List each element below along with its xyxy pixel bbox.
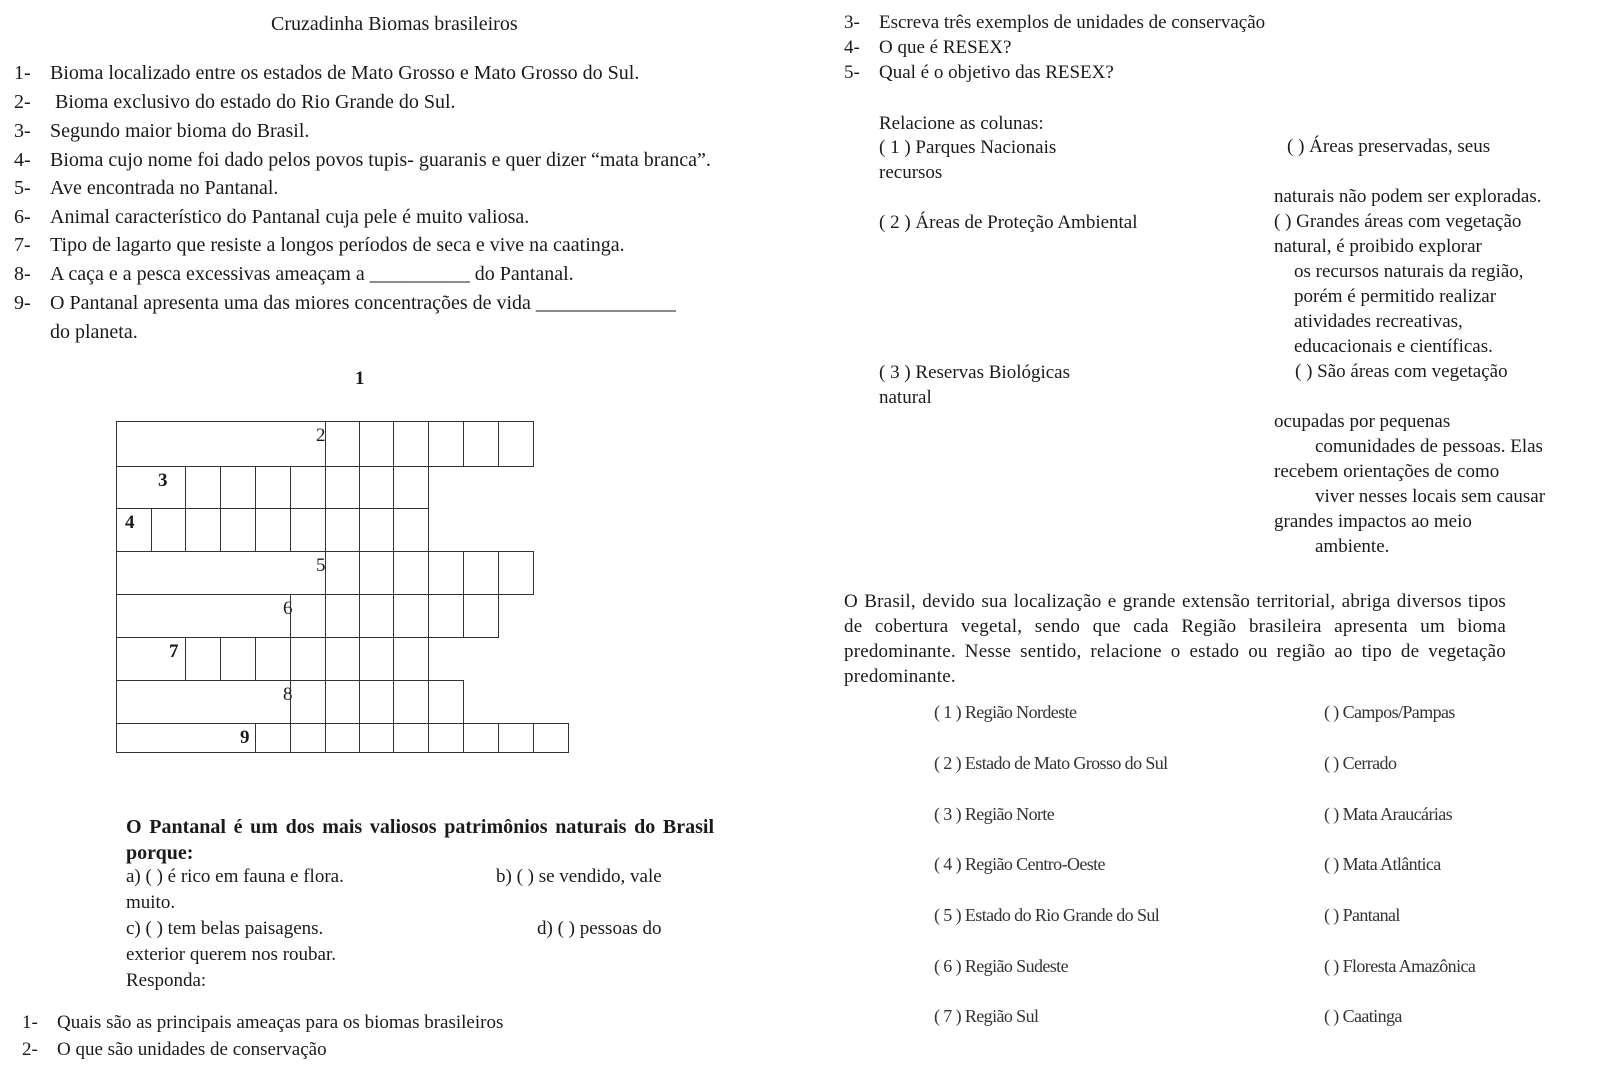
crossword-cell[interactable] bbox=[393, 637, 429, 681]
match-right-text: os recursos naturais da região, bbox=[1294, 261, 1524, 282]
match-right-text: ambiente. bbox=[1315, 536, 1390, 557]
crossword-cell[interactable] bbox=[255, 466, 291, 509]
crossword-cell[interactable] bbox=[393, 680, 429, 724]
crossword-cell[interactable] bbox=[463, 551, 499, 595]
clue-text: Ave encontrada no Pantanal. bbox=[50, 177, 279, 199]
crossword-cell[interactable] bbox=[290, 637, 326, 681]
grid-number-4: 4 bbox=[125, 512, 135, 533]
grid-number-1: 1 bbox=[355, 368, 365, 389]
option-b[interactable]: b) ( ) se vendido, vale bbox=[496, 866, 662, 887]
grid-number-6: 6 bbox=[283, 598, 293, 619]
grid-number-5: 5 bbox=[316, 555, 326, 576]
crossword-cell[interactable] bbox=[428, 551, 464, 595]
option-d[interactable]: d) ( ) pessoas do bbox=[537, 918, 662, 939]
clue-text: Bioma localizado entre os estados de Mato Grosso e Mato Grosso do Sul. bbox=[50, 62, 640, 84]
region-item: ( 1 ) Região Nordeste bbox=[934, 702, 1077, 722]
clue-text: Animal característico do Pantanal cuja pele é muito valiosa. bbox=[50, 206, 530, 228]
vegetation-item[interactable]: ( ) Mata Atlântica bbox=[1324, 854, 1441, 874]
crossword-cell[interactable] bbox=[393, 594, 429, 638]
question-number: 5- bbox=[844, 62, 860, 83]
crossword-cell[interactable] bbox=[325, 508, 360, 552]
region-item: ( 5 ) Estado do Rio Grande do Sul bbox=[934, 905, 1160, 925]
clue-text: A caça e a pesca excessivas ameaçam a __________ do Pantanal. bbox=[50, 263, 574, 285]
option-d-continued: exterior querem nos roubar. bbox=[126, 944, 336, 965]
question-text: Escreva três exemplos de unidades de conservação bbox=[879, 12, 1266, 33]
crossword-cell[interactable] bbox=[533, 723, 569, 753]
question-text: O que é RESEX? bbox=[879, 37, 1012, 58]
clue-number: 6- bbox=[14, 206, 31, 228]
crossword-cell[interactable] bbox=[393, 466, 429, 509]
grid-row-outline bbox=[116, 594, 291, 638]
grid-row-outline bbox=[116, 723, 256, 753]
answer-label: Responda: bbox=[126, 970, 207, 991]
crossword-cell[interactable] bbox=[393, 508, 429, 552]
crossword-cell[interactable] bbox=[359, 508, 394, 552]
crossword-cell[interactable] bbox=[220, 637, 256, 681]
question-text: O que são unidades de conservação bbox=[57, 1039, 327, 1060]
crossword-cell[interactable] bbox=[325, 723, 360, 753]
pantanal-heading: O Pantanal é um dos mais valiosos patrimônios naturais do Brasil porque: bbox=[126, 816, 714, 864]
match-left-item-cont: recursos bbox=[879, 162, 943, 183]
region-item: ( 3 ) Região Norte bbox=[934, 804, 1055, 824]
clue-number: 7- bbox=[14, 234, 31, 256]
crossword-cell[interactable] bbox=[325, 551, 360, 595]
crossword-cell[interactable] bbox=[428, 421, 464, 467]
crossword-cell[interactable] bbox=[255, 508, 291, 552]
crossword-cell[interactable] bbox=[185, 466, 221, 509]
vegetation-item[interactable]: ( ) Pantanal bbox=[1324, 905, 1400, 925]
match-left-item-cont: natural bbox=[879, 387, 932, 408]
crossword-cell[interactable] bbox=[290, 508, 326, 552]
crossword-cell[interactable] bbox=[290, 723, 326, 753]
vegetation-item[interactable]: ( ) Caatinga bbox=[1324, 1006, 1402, 1026]
crossword-cell[interactable] bbox=[220, 466, 256, 509]
crossword-cell[interactable] bbox=[498, 723, 534, 753]
match-right-text: recebem orientações de como bbox=[1274, 461, 1500, 482]
clue-number: 4- bbox=[14, 149, 31, 171]
question-number: 1- bbox=[22, 1012, 38, 1033]
crossword-cell[interactable] bbox=[428, 680, 464, 724]
crossword-cell[interactable] bbox=[463, 594, 499, 638]
grid-row-outline bbox=[116, 680, 291, 724]
clue-text: O Pantanal apresenta uma das miores concentrações de vida ______________ bbox=[50, 292, 676, 314]
clue-text: Segundo maior bioma do Brasil. bbox=[50, 120, 310, 142]
match-right-text: ocupadas por pequenas bbox=[1274, 411, 1451, 432]
crossword-cell[interactable] bbox=[359, 723, 394, 753]
option-a[interactable]: a) ( ) é rico em fauna e flora. bbox=[126, 866, 344, 887]
option-b-continued: muito. bbox=[126, 892, 176, 913]
option-c[interactable]: c) ( ) tem belas paisagens. bbox=[126, 918, 324, 939]
grid-number-9: 9 bbox=[240, 727, 250, 748]
crossword-cell[interactable] bbox=[255, 637, 291, 681]
crossword-cell[interactable] bbox=[185, 637, 221, 681]
crossword-cell[interactable] bbox=[255, 723, 291, 753]
crossword-cell[interactable] bbox=[428, 594, 464, 638]
crossword-cell[interactable] bbox=[290, 680, 326, 724]
match-right-text: educacionais e científicas. bbox=[1294, 336, 1493, 357]
crossword-cell[interactable] bbox=[151, 508, 186, 552]
crossword-cell[interactable] bbox=[498, 421, 534, 467]
clue-text: Bioma exclusivo do estado do Rio Grande do Sul. bbox=[55, 91, 456, 113]
brasil-paragraph: O Brasil, devido sua localização e grande extensão territorial, abriga diversos tipos de cobertura vegetal, sendo que cada Região brasileira apresenta um bioma predominante. Nesse sentido, relacione o estado ou região ao tipo de vegetação predominante. bbox=[844, 591, 1506, 687]
match-right-item[interactable]: ( ) São áreas com vegetação bbox=[1295, 361, 1508, 382]
crossword-cell[interactable] bbox=[359, 421, 394, 467]
match-left-item: ( 1 ) Parques Nacionais bbox=[879, 137, 1057, 158]
crossword-cell[interactable] bbox=[325, 421, 360, 467]
region-item: ( 7 ) Região Sul bbox=[934, 1006, 1039, 1026]
grid-row-outline bbox=[116, 551, 326, 595]
question-text: Qual é o objetivo das RESEX? bbox=[879, 62, 1114, 83]
region-item: ( 4 ) Região Centro-Oeste bbox=[934, 854, 1105, 874]
clue-text: Tipo de lagarto que resiste a longos períodos de seca e vive na caatinga. bbox=[50, 234, 625, 256]
crossword-cell[interactable] bbox=[220, 508, 256, 552]
grid-number-2: 2 bbox=[316, 425, 326, 446]
crossword-cell[interactable] bbox=[393, 551, 429, 595]
crossword-cell[interactable] bbox=[325, 594, 360, 638]
clue-text: Bioma cujo nome foi dado pelos povos tupis- guaranis e quer dizer “mata branca”. bbox=[50, 149, 711, 171]
clue-number: 9- bbox=[14, 292, 31, 314]
grid-row-outline bbox=[116, 421, 326, 467]
match-right-text: naturais não podem ser exploradas. bbox=[1274, 186, 1542, 207]
vegetation-item[interactable]: ( ) Floresta Amazônica bbox=[1324, 956, 1476, 976]
region-item: ( 6 ) Região Sudeste bbox=[934, 956, 1068, 976]
clue-number: 8- bbox=[14, 263, 31, 285]
match-right-text: viver nesses locais sem causar bbox=[1315, 486, 1546, 507]
crossword-cell[interactable] bbox=[463, 421, 499, 467]
question-text: Quais são as principais ameaças para os biomas brasileiros bbox=[57, 1012, 504, 1033]
crossword-cell[interactable] bbox=[359, 637, 394, 681]
match-right-text: grandes impactos ao meio bbox=[1274, 511, 1472, 532]
vegetation-item[interactable]: ( ) Mata Araucárias bbox=[1324, 804, 1453, 824]
clue-number: 2- bbox=[14, 91, 31, 113]
crossword-cell[interactable] bbox=[325, 637, 360, 681]
vegetation-item[interactable]: ( ) Campos/Pampas bbox=[1324, 702, 1455, 722]
grid-row-outline bbox=[116, 466, 186, 509]
crossword-cell[interactable] bbox=[359, 466, 394, 509]
vegetation-item[interactable]: ( ) Cerrado bbox=[1324, 753, 1397, 773]
match-left-item: ( 2 ) Áreas de Proteção Ambiental bbox=[879, 212, 1138, 233]
match-right-item[interactable]: ( ) Grandes áreas com vegetação bbox=[1274, 211, 1522, 232]
crossword-cell[interactable] bbox=[290, 594, 326, 638]
grid-number-8: 8 bbox=[283, 684, 293, 705]
grid-number-3: 3 bbox=[158, 470, 168, 491]
match-right-text: natural, é proibido explorar bbox=[1274, 236, 1482, 257]
match-right-text: porém é permitido realizar bbox=[1294, 286, 1497, 307]
crossword-cell[interactable] bbox=[428, 723, 464, 753]
match-right-item[interactable]: ( ) Áreas preservadas, seus bbox=[1287, 136, 1491, 157]
question-number: 2- bbox=[22, 1039, 38, 1060]
crossword-cell[interactable] bbox=[359, 680, 394, 724]
clue-number: 1- bbox=[14, 62, 31, 84]
crossword-cell[interactable] bbox=[393, 421, 429, 467]
crossword-cell[interactable] bbox=[359, 594, 394, 638]
question-number: 4- bbox=[844, 37, 860, 58]
crossword-cell[interactable] bbox=[393, 723, 429, 753]
match-left-item: ( 3 ) Reservas Biológicas bbox=[879, 362, 1071, 383]
crossword-cell[interactable] bbox=[463, 723, 499, 753]
match-right-text: atividades recreativas, bbox=[1294, 311, 1463, 332]
page-title: Cruzadinha Biomas brasileiros bbox=[271, 13, 518, 35]
crossword-cell[interactable] bbox=[290, 466, 326, 509]
crossword-cell[interactable] bbox=[325, 466, 360, 509]
crossword-cell[interactable] bbox=[359, 551, 394, 595]
relacione-heading: Relacione as colunas: bbox=[879, 113, 1044, 134]
clue-text: do planeta. bbox=[50, 321, 138, 343]
clue-number: 5- bbox=[14, 177, 31, 199]
question-number: 3- bbox=[844, 12, 860, 33]
grid-number-7: 7 bbox=[169, 641, 179, 662]
crossword-cell[interactable] bbox=[185, 508, 221, 552]
crossword-cell[interactable] bbox=[325, 680, 360, 724]
clue-number: 3- bbox=[14, 120, 31, 142]
region-item: ( 2 ) Estado de Mato Grosso do Sul bbox=[934, 753, 1168, 773]
match-right-text: comunidades de pessoas. Elas bbox=[1315, 436, 1543, 457]
crossword-cell[interactable] bbox=[498, 551, 534, 595]
